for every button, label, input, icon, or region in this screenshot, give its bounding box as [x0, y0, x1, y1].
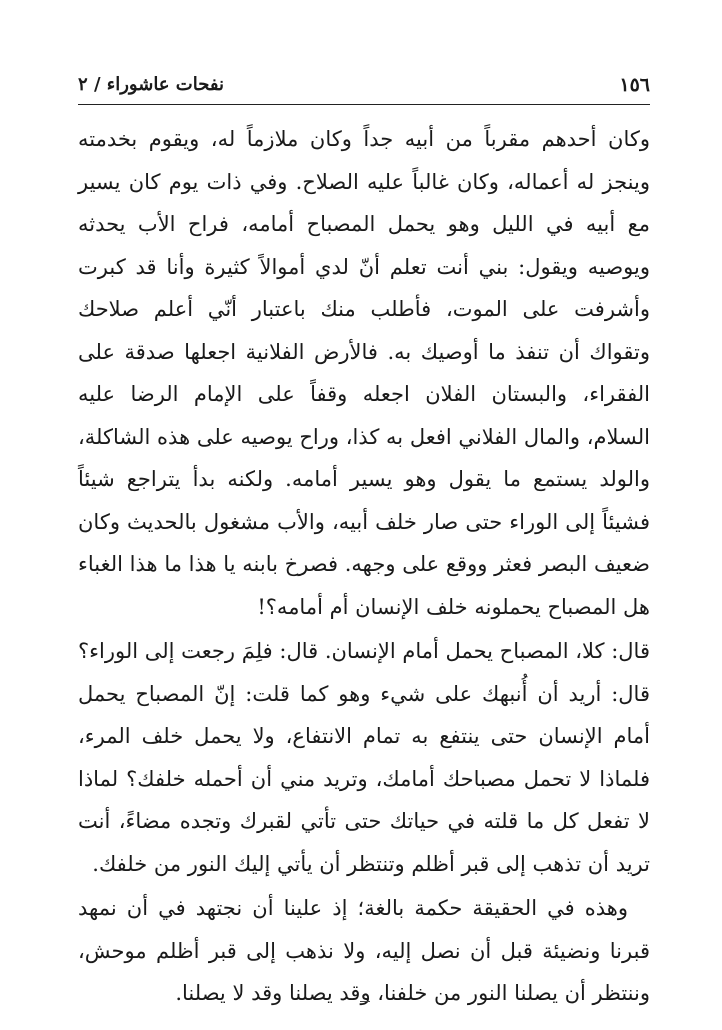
header-divider — [78, 104, 650, 105]
running-title: نفحات عاشوراء / ٢ — [78, 74, 224, 95]
page-number: ١٥٦ — [619, 74, 650, 96]
paragraph-lesson: وهذه في الحقيقة حكمة بالغة؛ إذ علينا أن نجتهد في أن نمهد قبرنا ونضيئة قبل أن نصل إليه، ولا نذهب إلى قبر أظلم موحش، وننتظر أن يصلنا النور من خلفنا، وقد يصلنا وقد لا يصلنا. — [78, 896, 650, 1005]
paragraph-story: وكان أحدهم مقرباً من أبيه جداً وكان ملازماً له، ويقوم بخدمته وينجز له أعماله، وكان غالباً عليه الصلاح. وفي ذات يوم كان يسير مع أبيه في الليل وهو يحمل المصباح أمامه، فراح الأب يحدثه ويوصيه ويقول: بني أنت تعلم أنّ لدي أموالاً كثيرة وأنا قد كبرت وأشرفت على الموت، فأطلب منك باعتبار أنّي أعلم صلاحك وتقواك أن تنفذ ما أوصيك به. فالأرض الفلانية اجعلها صدقة على الفقراء، والبستان الفلان اجعله وقفاً على الإمام الرضا عليه السلام، والمال الفلاني افعل به كذا، وراح يوصيه على هذه الشاكلة، والولد يستمع ما يقول وهو يسير أمامه. ولكنه بدأ يتراجع شيئاً فشيئاً إلى الوراء حتى صار خلف أبيه، والأب مشغول بالحديث وكان ضعيف البصر فعثر ووقع على وجهه. فصرخ بابنه يا هذا ما هذا الغباء هل المصباح يحملونه خلف الإنسان أم أمامه؟! — [78, 127, 650, 619]
body-text — [78, 118, 650, 1015]
paragraph-dialogue: قال: كلا، المصباح يحمل أمام الإنسان. قال: فلِمَ رجعت إلى الوراء؟ قال: أريد أن أُنبهك على شيء وهو كما قلت: إنّ المصباح يحمل أمام الإنسان حتى ينتفع به تمام الانتفاع، ولا يحمل خلف المرء، فلماذا لا تحمل مصباحك أمامك، وتريد مني أن أحمله خلفك؟ لماذا لا تفعل كل ما قلته في حياتك حتى تأتي لقبرك وتجده مضاءً، أنت تريد أن تذهب إلى قبر أظلم وتنتظر أن يأتي إليك النور من خلفك. — [78, 639, 650, 876]
page-header — [78, 70, 650, 104]
footer-mark — [360, 1001, 370, 1002]
